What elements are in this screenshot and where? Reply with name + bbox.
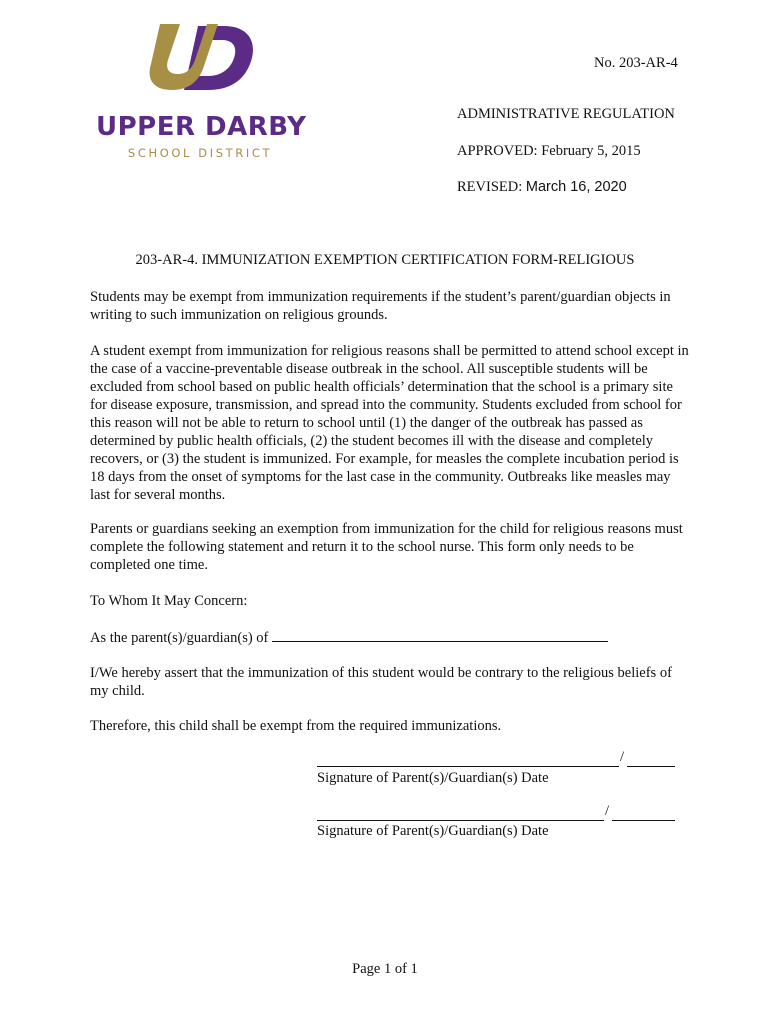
regulation-number: No. 203-AR-4 <box>594 55 678 71</box>
date-field-2[interactable] <box>612 806 675 821</box>
revised-line <box>457 179 627 196</box>
parent-of-label: As the parent(s)/guardian(s) of <box>90 630 272 646</box>
date-field-1[interactable] <box>627 752 675 767</box>
signature-label-2: Signature of Parent(s)/Guardian(s) Date <box>317 823 549 839</box>
revised-label: REVISED: <box>457 179 526 195</box>
signature-slash-1: / <box>620 749 625 765</box>
paragraph-exemption-intro: Students may be exempt from immunization requirements if the student’s parent/guardian objects in writing to such immunization on religious grounds. <box>90 289 671 323</box>
regulation-type: ADMINISTRATIVE REGULATION <box>457 106 675 122</box>
parent-of-line <box>90 627 690 647</box>
revised-date: March 16, 2020 <box>525 179 627 195</box>
signature-field-2[interactable] <box>317 806 604 821</box>
paragraph-assertion: I/We hereby assert that the immunization of this student would be contrary to the religious beliefs of my child. <box>90 665 672 699</box>
district-subtitle: SCHOOL DISTRICT <box>127 146 273 160</box>
paragraph-exempt-statement: Therefore, this child shall be exempt from the required immunizations. <box>90 718 502 734</box>
approved-date: APPROVED: February 5, 2015 <box>457 143 641 159</box>
district-name: UPPER DARBY <box>96 112 307 142</box>
salutation: To Whom It May Concern: <box>90 593 248 609</box>
page-number: Page 1 of 1 <box>352 961 418 977</box>
signature-field-1[interactable] <box>317 752 619 767</box>
signature-slash-2: / <box>605 803 610 819</box>
signature-label-1: Signature of Parent(s)/Guardian(s) Date <box>317 770 549 786</box>
ud-monogram-icon <box>146 22 256 94</box>
student-name-field[interactable] <box>272 627 608 642</box>
page-title: 203-AR-4. IMMUNIZATION EXEMPTION CERTIFICATION FORM-RELIGIOUS <box>135 252 635 268</box>
paragraph-outbreak-policy: A student exempt from immunization for religious reasons shall be permitted to attend school except in the case of a vaccine-preventable disease outbreak in the school. All susceptible students will be excluded from school based on public health officials’ determination that the school is a primary site for disease exposure, transmission, and spread into the community. Students excluded from school for this reason will not be able to return to school until (1) the danger of the outbreak has passed as determined by public health officials, (2) the student becomes ill with the disease and completely recovers, or (3) the student is immunized. For example, for measles the complete incubation period is 18 days from the onset of symptoms for the last case in the community. Outbreaks like measles may last for several months. <box>90 343 689 503</box>
district-logo <box>96 22 306 162</box>
paragraph-instructions: Parents or guardians seeking an exemption from immunization for the child for religious reasons must complete the following statement and return it to the school nurse. This form only needs to be completed one time. <box>90 521 683 573</box>
